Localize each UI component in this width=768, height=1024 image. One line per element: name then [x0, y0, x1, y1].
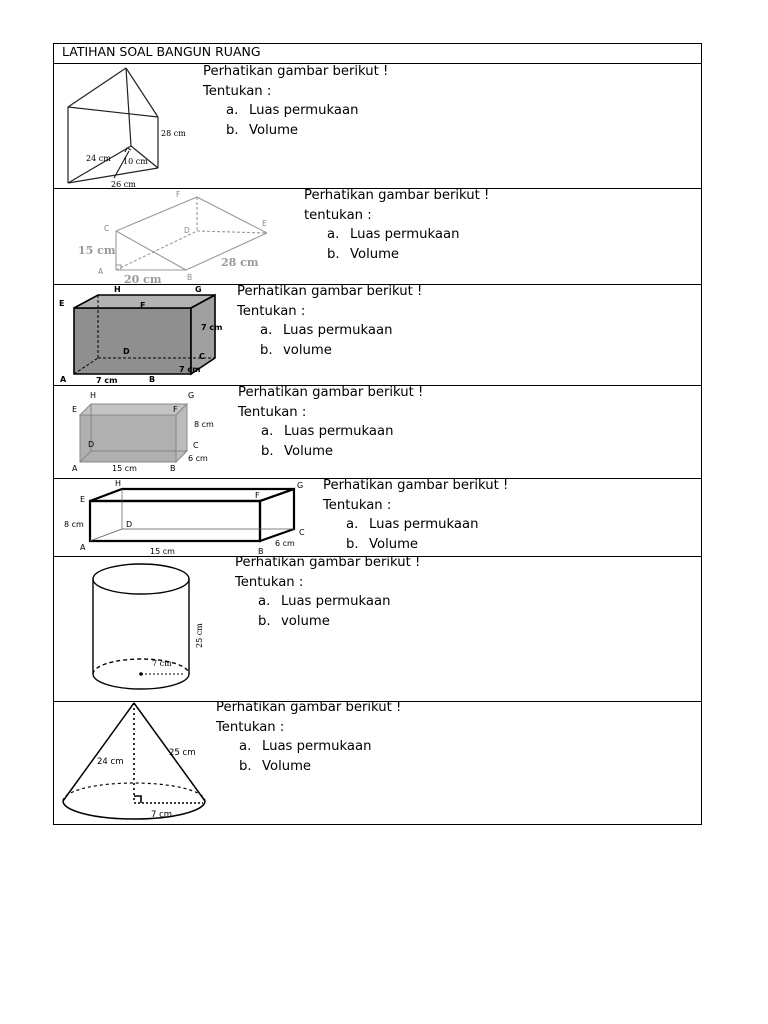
item-text: Volume: [369, 536, 419, 552]
item-marker: b.: [327, 246, 340, 262]
lying-prism-figure: [76, 190, 276, 284]
question-item: [235, 592, 420, 612]
item-text: Luas permukaan: [249, 103, 359, 118]
q3-label-C: C: [199, 352, 205, 361]
q4-width-label: 6 cm: [188, 454, 208, 463]
q7-height-label: 24 cm: [97, 757, 124, 767]
question-prompt: Perhatikan gambar berikut !: [238, 385, 424, 400]
question-1: [203, 62, 388, 140]
q2-length-label: 28 cm: [221, 256, 259, 269]
cuboid-figure: [64, 388, 236, 476]
q3-label-A: A: [60, 375, 67, 384]
q2-label-D: D: [184, 226, 190, 235]
item-marker: a.: [239, 739, 252, 754]
item-text: Luas permukaan: [281, 594, 391, 609]
question-task: Tentukan :: [238, 404, 307, 420]
q5-label-C: C: [299, 528, 305, 537]
q1-height-label: 28 cm: [161, 129, 186, 138]
q3-label-B: B: [149, 375, 156, 384]
q4-length-label: 15 cm: [112, 464, 137, 473]
q2-label-A: A: [98, 267, 104, 276]
item-marker: b.: [239, 758, 252, 774]
item-text: Volume: [262, 758, 312, 774]
item-text: Volume: [350, 246, 400, 262]
q5-label-F: F: [255, 491, 260, 500]
item-text: Luas permukaan: [369, 517, 479, 532]
q3-width-label: 7 cm: [96, 376, 118, 384]
question-7: [216, 698, 401, 776]
item-text: volume: [281, 613, 330, 629]
q5-length-label: 15 cm: [150, 547, 175, 556]
item-marker: a.: [346, 517, 359, 532]
cone-figure: [60, 702, 208, 826]
q4-label-G: G: [188, 391, 195, 400]
q2-label-F: F: [176, 190, 181, 199]
item-marker: b.: [260, 342, 273, 358]
question-item: [304, 245, 489, 265]
q4-label-A: A: [72, 464, 78, 473]
item-marker: a.: [260, 323, 273, 338]
item-marker: a.: [258, 594, 271, 609]
item-text: Luas permukaan: [262, 739, 372, 754]
question-item: [216, 737, 401, 757]
question-item: [237, 321, 422, 341]
question-item: [323, 515, 508, 535]
q4-label-B: B: [170, 464, 176, 473]
question-task: Tentukan :: [216, 719, 285, 735]
item-marker: b.: [226, 122, 239, 138]
q1-base-label: 26 cm: [111, 180, 136, 188]
q5-width-label: 6 cm: [275, 539, 295, 548]
item-marker: b.: [346, 536, 359, 552]
question-4: [238, 383, 423, 461]
q2-label-C: C: [104, 224, 110, 233]
q2-label-E: E: [262, 219, 267, 228]
question-item: [216, 757, 401, 777]
question-item: [235, 612, 420, 632]
question-item: [304, 225, 489, 245]
q7-slant-label: 25 cm: [169, 748, 196, 758]
question-item: [203, 101, 388, 121]
q5-label-B: B: [258, 547, 264, 556]
q4-height-label: 8 cm: [194, 420, 214, 429]
q5-label-D: D: [126, 520, 133, 529]
q1-side-label: 24 cm: [86, 154, 111, 163]
item-text: volume: [283, 342, 332, 358]
q3-height-label: 7 cm: [201, 323, 223, 332]
item-text: Volume: [284, 443, 334, 459]
question-prompt: Perhatikan gambar berikut !: [203, 64, 389, 79]
question-task: Tentukan :: [235, 574, 304, 590]
q4-label-E: E: [72, 405, 78, 414]
question-task: Tentukan :: [237, 303, 306, 319]
item-text: Luas permukaan: [283, 323, 393, 338]
cylinder-figure: [86, 562, 216, 694]
q5-label-A: A: [80, 543, 86, 552]
item-marker: a.: [226, 103, 239, 118]
q2-height-label: 15 cm: [78, 244, 116, 257]
q7-radius-label: 7 cm: [151, 810, 173, 820]
q5-label-H: H: [115, 479, 122, 488]
question-3: [237, 282, 422, 360]
worksheet: [53, 43, 702, 825]
question-item: [238, 442, 423, 462]
q4-label-C: C: [193, 441, 199, 450]
q3-label-E: E: [59, 299, 65, 308]
question-item: [237, 341, 422, 361]
question-item: [203, 121, 388, 141]
triangular-prism-figure: [62, 66, 197, 188]
q4-label-F: F: [173, 405, 178, 414]
worksheet-title: LATIHAN SOAL BANGUN RUANG: [62, 44, 261, 59]
item-marker: a.: [327, 227, 340, 242]
item-marker: b.: [261, 443, 274, 459]
item-marker: a.: [261, 424, 274, 439]
q5-label-G: G: [297, 481, 304, 490]
question-prompt: Perhatikan gambar berikut !: [304, 188, 490, 203]
item-text: Luas permukaan: [284, 424, 394, 439]
q2-width-label: 20 cm: [124, 273, 162, 284]
q3-label-G: G: [195, 285, 202, 294]
item-marker: b.: [258, 613, 271, 629]
question-item: [323, 535, 508, 555]
q1-base-height-label: 10 cm: [123, 157, 148, 166]
question-2: [304, 186, 489, 264]
item-text: Luas permukaan: [350, 227, 460, 242]
question-6: [235, 553, 420, 631]
item-text: Volume: [249, 122, 299, 138]
q3-label-H: H: [114, 285, 121, 294]
q3-label-D: D: [123, 347, 130, 356]
q5-label-E: E: [80, 495, 86, 504]
question-prompt: Perhatikan gambar berikut !: [323, 478, 509, 493]
q4-label-H: H: [90, 391, 97, 400]
long-cuboid-figure: [60, 479, 314, 556]
q4-label-D: D: [88, 440, 95, 449]
question-prompt: Perhatikan gambar berikut !: [235, 555, 421, 570]
question-task: tentukan :: [304, 207, 372, 223]
cube-figure: [58, 284, 236, 384]
question-5: [323, 476, 508, 554]
q5-height-label: 8 cm: [64, 520, 84, 529]
question-item: [238, 422, 423, 442]
question-task: Tentukan :: [203, 83, 272, 99]
question-prompt: Perhatikan gambar berikut !: [237, 284, 423, 299]
q3-label-F: F: [140, 301, 146, 310]
q6-height-label: 25 cm: [195, 623, 204, 648]
question-prompt: Perhatikan gambar berikut !: [216, 700, 402, 715]
q2-label-B: B: [187, 273, 193, 282]
q6-radius-label: 7 cm: [152, 659, 172, 668]
q3-depth-label: 7 cm: [179, 365, 201, 374]
question-task: Tentukan :: [323, 497, 392, 513]
